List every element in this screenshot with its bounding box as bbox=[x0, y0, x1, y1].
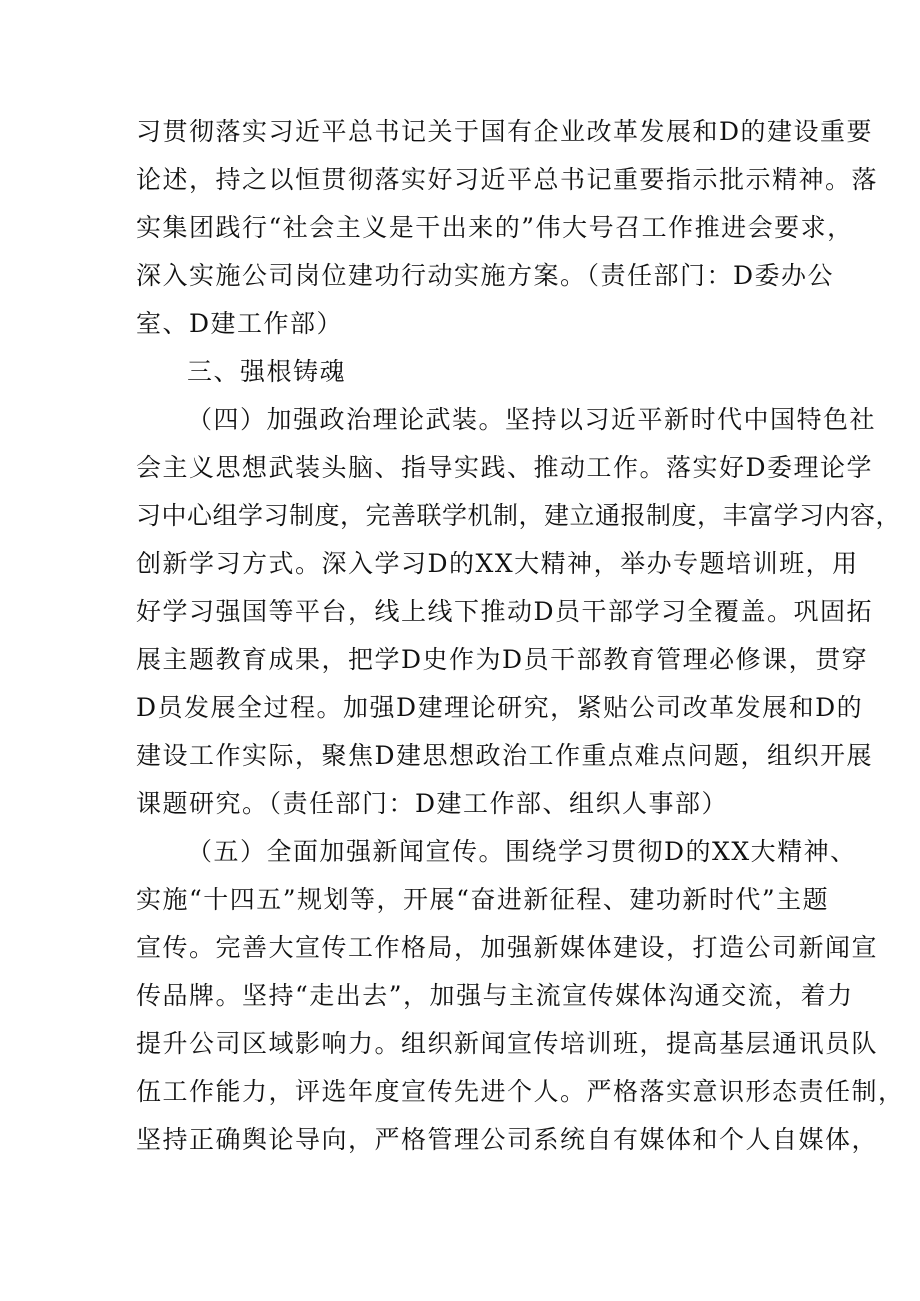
paragraph-line: 坚持正确舆论导向，严格管理公司系统自有媒体和个人自媒体， bbox=[136, 1125, 879, 1154]
paragraph-line: 好学习强国等平台，线上线下推动D员干部学习全覆盖。巩固拓 bbox=[136, 597, 874, 626]
paragraph-line: 深入实施公司岗位建功行动实施方案。（责任部门：D委办公 bbox=[136, 261, 835, 290]
paragraph-line: 伍工作能力，评选年度宣传先进个人。严格落实意识形态责任制， bbox=[136, 1077, 905, 1106]
paragraph-line: 会主义思想武装头脑、指导实践、推动工作。落实好D委理论学 bbox=[136, 453, 874, 482]
paragraph-line: 课题研究。（责任部门：D建工作部、组织人事部） bbox=[136, 789, 729, 818]
paragraph-line: 宣传。完善大宣传工作格局，加强新媒体建设，打造公司新闻宣 bbox=[136, 933, 879, 962]
section-heading: 三、强根铸魂 bbox=[187, 357, 347, 386]
paragraph-line: 论述，持之以恒贯彻落实好习近平总书记重要指示批示精神。落 bbox=[136, 165, 879, 194]
paragraph-line: 实施“十四五”规划等，开展“奋进新征程、建功新时代”主题 bbox=[136, 885, 830, 914]
paragraph-line: 习贯彻落实习近平总书记关于国有企业改革发展和D的建设重要 bbox=[136, 117, 874, 146]
paragraph-line: 实集团践行“社会主义是干出来的”伟大号召工作推进会要求， bbox=[136, 213, 854, 242]
paragraph-line: （四）加强政治理论武装。坚持以习近平新时代中国特色社 bbox=[187, 405, 877, 434]
paragraph-line: 习中心组学习制度，完善联学机制，建立通报制度，丰富学习内容， bbox=[136, 501, 902, 530]
paragraph-line: 传品牌。坚持“走出去”，加强与主流宣传媒体沟通交流，着力 bbox=[136, 981, 854, 1010]
paragraph-line: 建设工作实际，聚焦D建思想政治工作重点难点问题，组织开展 bbox=[136, 741, 874, 770]
paragraph-line: 创新学习方式。深入学习D的XX大精神，举办专题培训班，用 bbox=[136, 549, 859, 578]
paragraph-line: 展主题教育成果，把学D史作为D员干部教育管理必修课，贯穿 bbox=[136, 645, 869, 674]
paragraph-line: D员发展全过程。加强D建理论研究，紧贴公司改革发展和D的 bbox=[136, 693, 864, 722]
paragraph-line: （五）全面加强新闻宣传。围绕学习贯彻D的XX大精神、 bbox=[187, 837, 857, 866]
paragraph-line: 提升公司区域影响力。组织新闻宣传培训班，提高基层通讯员队 bbox=[136, 1029, 879, 1058]
paragraph-line: 室、D建工作部） bbox=[136, 309, 344, 338]
